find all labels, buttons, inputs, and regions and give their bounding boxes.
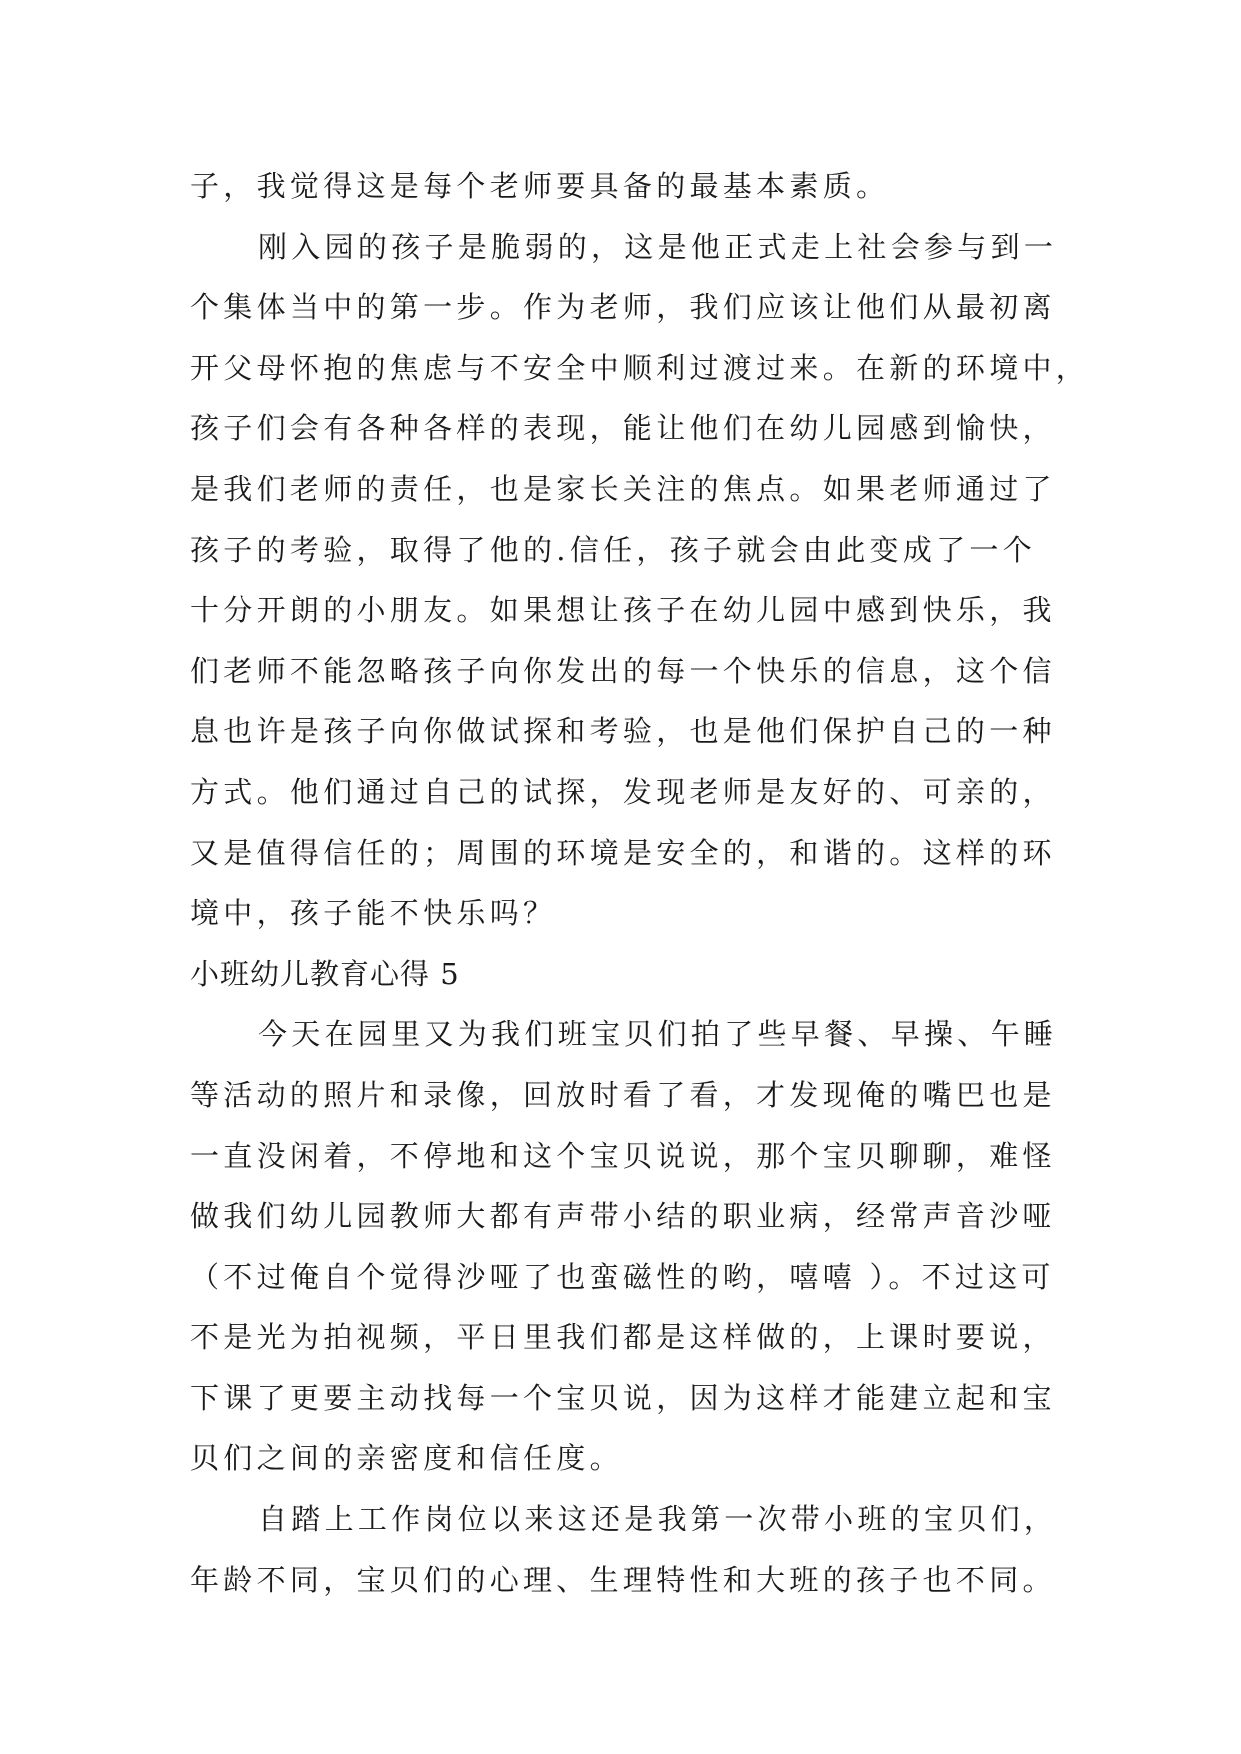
text-line: 十分开朗的小朋友。如果想让孩子在幼儿园中感到快乐，我	[190, 593, 1056, 628]
text-line: 是我们老师的责任，也是家长关注的焦点。如果老师通过了	[190, 471, 1056, 506]
text-line: 下课了更要主动找每一个宝贝说，因为这样才能建立起和宝	[190, 1380, 1056, 1415]
text-line: 方式。他们通过自己的试探，发现老师是友好的、可亲的，	[190, 774, 1056, 809]
text-line: 不是光为拍视频，平日里我们都是这样做的，上课时要说，	[190, 1320, 1056, 1355]
text-line: 一直没闲着，不停地和这个宝贝说说，那个宝贝聊聊，难怪	[190, 1138, 1056, 1173]
text-line: 刚入园的孩子是脆弱的，这是他正式走上社会参与到一	[258, 229, 1058, 264]
text-line: 子，我觉得这是每个老师要具备的最基本素质。	[190, 169, 890, 203]
document-page	[190, 156, 1090, 1610]
text-line: 自踏上工作岗位以来这还是我第一次带小班的宝贝们，	[258, 1502, 1058, 1537]
text-line: 等活动的照片和录像，回放时看了看，才发现俺的嘴巴也是	[190, 1077, 1056, 1112]
text-line: 今天在园里又为我们班宝贝们拍了些早餐、早操、午睡	[258, 1017, 1058, 1052]
text-line: 们老师不能忽略孩子向你发出的每一个快乐的信息，这个信	[190, 653, 1056, 688]
text-line: 又是值得信任的；周围的环境是安全的，和谐的。这样的环	[190, 835, 1056, 870]
text-line: 境中，孩子能不快乐吗？	[190, 896, 557, 931]
text-line: 息也许是孩子向你做试探和考验，也是他们保护自己的一种	[190, 714, 1056, 749]
section-heading: 小班幼儿教育心得 5	[190, 956, 460, 991]
text-line: 孩子们会有各种各样的表现，能让他们在幼儿园感到愉快，	[190, 411, 1056, 446]
text-line: 开父母怀抱的焦虑与不安全中顺利过渡过来。在新的环境中，	[190, 350, 1090, 385]
text-line: 贝们之间的亲密度和信任度。	[190, 1441, 623, 1476]
text-line: 个集体当中的第一步。作为老师，我们应该让他们从最初离	[190, 290, 1056, 325]
text-line: 孩子的考验，取得了他的.信任，孩子就会由此变成了一个	[190, 532, 1037, 567]
text-line: 做我们幼儿园教师大都有声带小结的职业病，经常声音沙哑	[190, 1199, 1056, 1234]
text-line: （不过俺自个觉得沙哑了也蛮磁性的哟，嘻嘻 ）。不过这可	[190, 1259, 1055, 1294]
text-line: 年龄不同，宝贝们的心理、生理特性和大班的孩子也不同。	[190, 1562, 1056, 1597]
